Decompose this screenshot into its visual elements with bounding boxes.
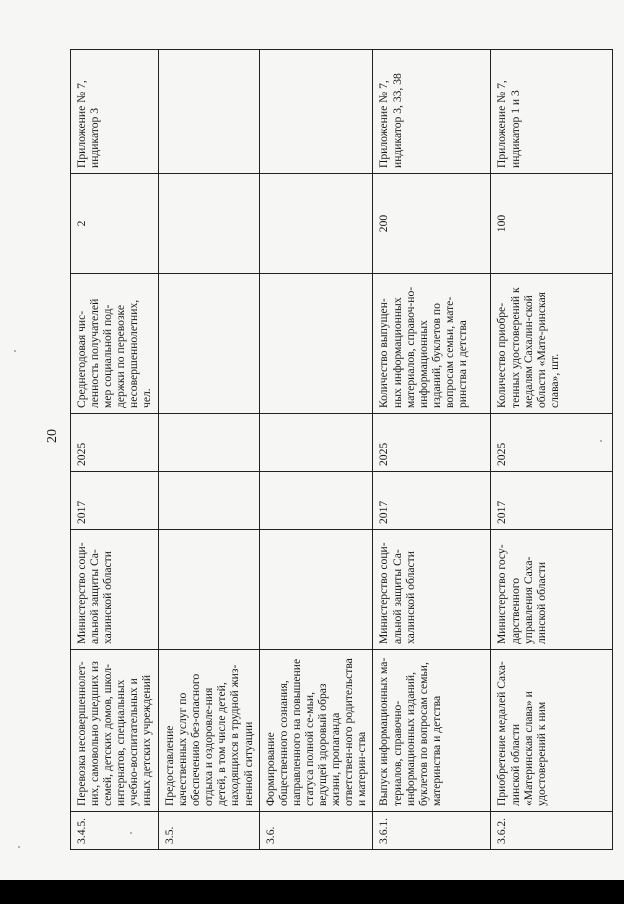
rotated-table-sheet xyxy=(70,50,602,850)
measure-name: Выпуск информационных ма-териалов, справочно-информационных изданий, буклетов по вопросам семьи, материнства и детства xyxy=(373,650,491,812)
scan-speck xyxy=(130,832,132,834)
year-start xyxy=(259,472,373,530)
row-number: 3.6.1. xyxy=(373,812,491,850)
row-number: 3.4.5. xyxy=(71,812,159,850)
table-row xyxy=(71,50,159,850)
year-end: 2025 xyxy=(491,414,613,472)
row-number: 3.6. xyxy=(259,812,373,850)
indicator: Количество выпущен-ных информационных материалов, справоч-но-информационных изданий, буклетов по вопросам семьи, мате-ринства и детства xyxy=(373,274,491,414)
year-start: 2017 xyxy=(491,472,613,530)
note: Приложение № 7, индикатор 3 xyxy=(71,50,159,174)
year-end xyxy=(259,414,373,472)
row-number: 3.6.2. xyxy=(491,812,613,850)
program-measures-table xyxy=(70,49,613,850)
executor: Министерство соци-альной защиты Са-халинской области xyxy=(373,530,491,650)
table-row xyxy=(491,50,613,850)
year-start xyxy=(159,472,260,530)
executor xyxy=(259,530,373,650)
indicator: Количество приобре-тенных удостоверений к медалям Сахалин-ской области «Мате-ринская слава», шт. xyxy=(491,274,613,414)
table-row xyxy=(159,50,260,850)
executor: Министерство госу-дарственного управления Саха-линской области xyxy=(491,530,613,650)
measure-name: Приобретение медалей Саха-линской области «Материнская слава» и удостоверений к ним xyxy=(491,650,613,812)
table-row xyxy=(259,50,373,850)
indicator-value xyxy=(159,174,260,274)
year-end: 2025 xyxy=(71,414,159,472)
executor xyxy=(159,530,260,650)
indicator-value: 2 xyxy=(71,174,159,274)
year-end xyxy=(159,414,260,472)
executor: Министерство соци-альной защиты Са-халинской области xyxy=(71,530,159,650)
indicator: Среднегодовая чис-ленность получателей мер социальной под-держки по перевозке несовершеннолетних, чел. xyxy=(71,274,159,414)
year-start: 2017 xyxy=(71,472,159,530)
indicator xyxy=(259,274,373,414)
scan-speck xyxy=(14,350,16,352)
measure-name: Формирование общественного сознания, направленного на повышение статуса полной се-мьи, ведущей здоровый образ жизни, пропаганда ответствен-ного родительства и материн-ства xyxy=(259,650,373,812)
indicator-value: 100 xyxy=(491,174,613,274)
measure-name: Предоставление качественных услуг по обеспечению без-опасного отдыха и оздоровле-ния детей, в том числе детей, находящихся в трудной жиз-ненной ситуации xyxy=(159,650,260,812)
indicator-value xyxy=(259,174,373,274)
measure-name: Перевозка несовершеннолет-них, самовольно ушедших из семей, детских домов, школ-интернатов, специальных учебно-воспитательных и иных детских учреждений xyxy=(71,650,159,812)
indicator-value: 200 xyxy=(373,174,491,274)
year-start: 2017 xyxy=(373,472,491,530)
indicator xyxy=(159,274,260,414)
note: Приложение № 7, индикатор 1 и 3 xyxy=(491,50,613,174)
note xyxy=(159,50,260,174)
table-row xyxy=(373,50,491,850)
page-number: 20 xyxy=(45,429,60,443)
year-end: 2025 xyxy=(373,414,491,472)
scan-speck xyxy=(18,846,20,848)
note xyxy=(259,50,373,174)
note: Приложение № 7, индикатор 3, 33, 38 xyxy=(373,50,491,174)
row-number: 3.5. xyxy=(159,812,260,850)
scan-edge-bar xyxy=(0,880,624,904)
scan-speck xyxy=(600,440,602,442)
